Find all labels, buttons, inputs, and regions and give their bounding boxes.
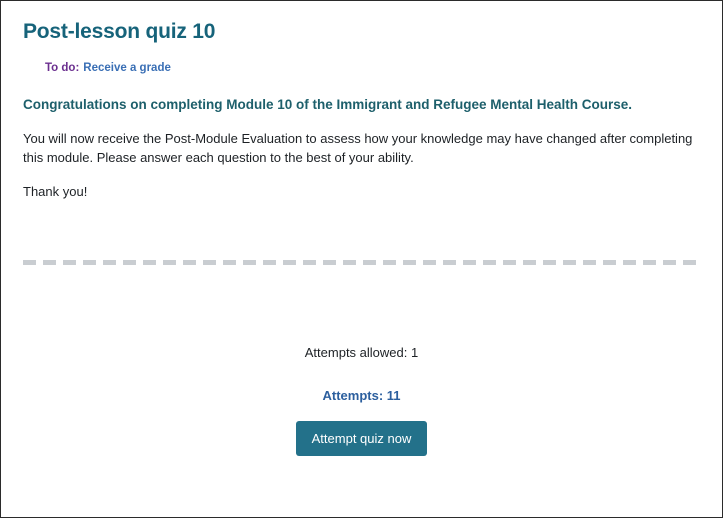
congratulations-heading: Congratulations on completing Module 10 of the Immigrant and Refugee Mental Health Course. xyxy=(23,97,633,113)
quiz-content xyxy=(1,1,722,456)
todo-requirement: Receive a grade xyxy=(83,62,171,75)
section-divider xyxy=(23,260,700,265)
attempts-allowed-text: Attempts allowed: 1 xyxy=(304,345,419,361)
attempts-count-link[interactable]: Attempts: 11 xyxy=(322,388,401,404)
todo-label: To do: xyxy=(45,62,80,75)
instructions-paragraph: You will now receive the Post-Module Evaluation to assess how your knowledge may have changed after completing this module. Please answer each question to the best of your ability. xyxy=(23,130,693,165)
page-title: Post-lesson quiz 10 xyxy=(23,20,216,43)
thank-you-paragraph: Thank you! xyxy=(23,184,88,200)
attempts-section xyxy=(23,345,700,456)
todo-status xyxy=(45,62,700,74)
attempt-quiz-button[interactable]: Attempt quiz now xyxy=(296,421,428,456)
